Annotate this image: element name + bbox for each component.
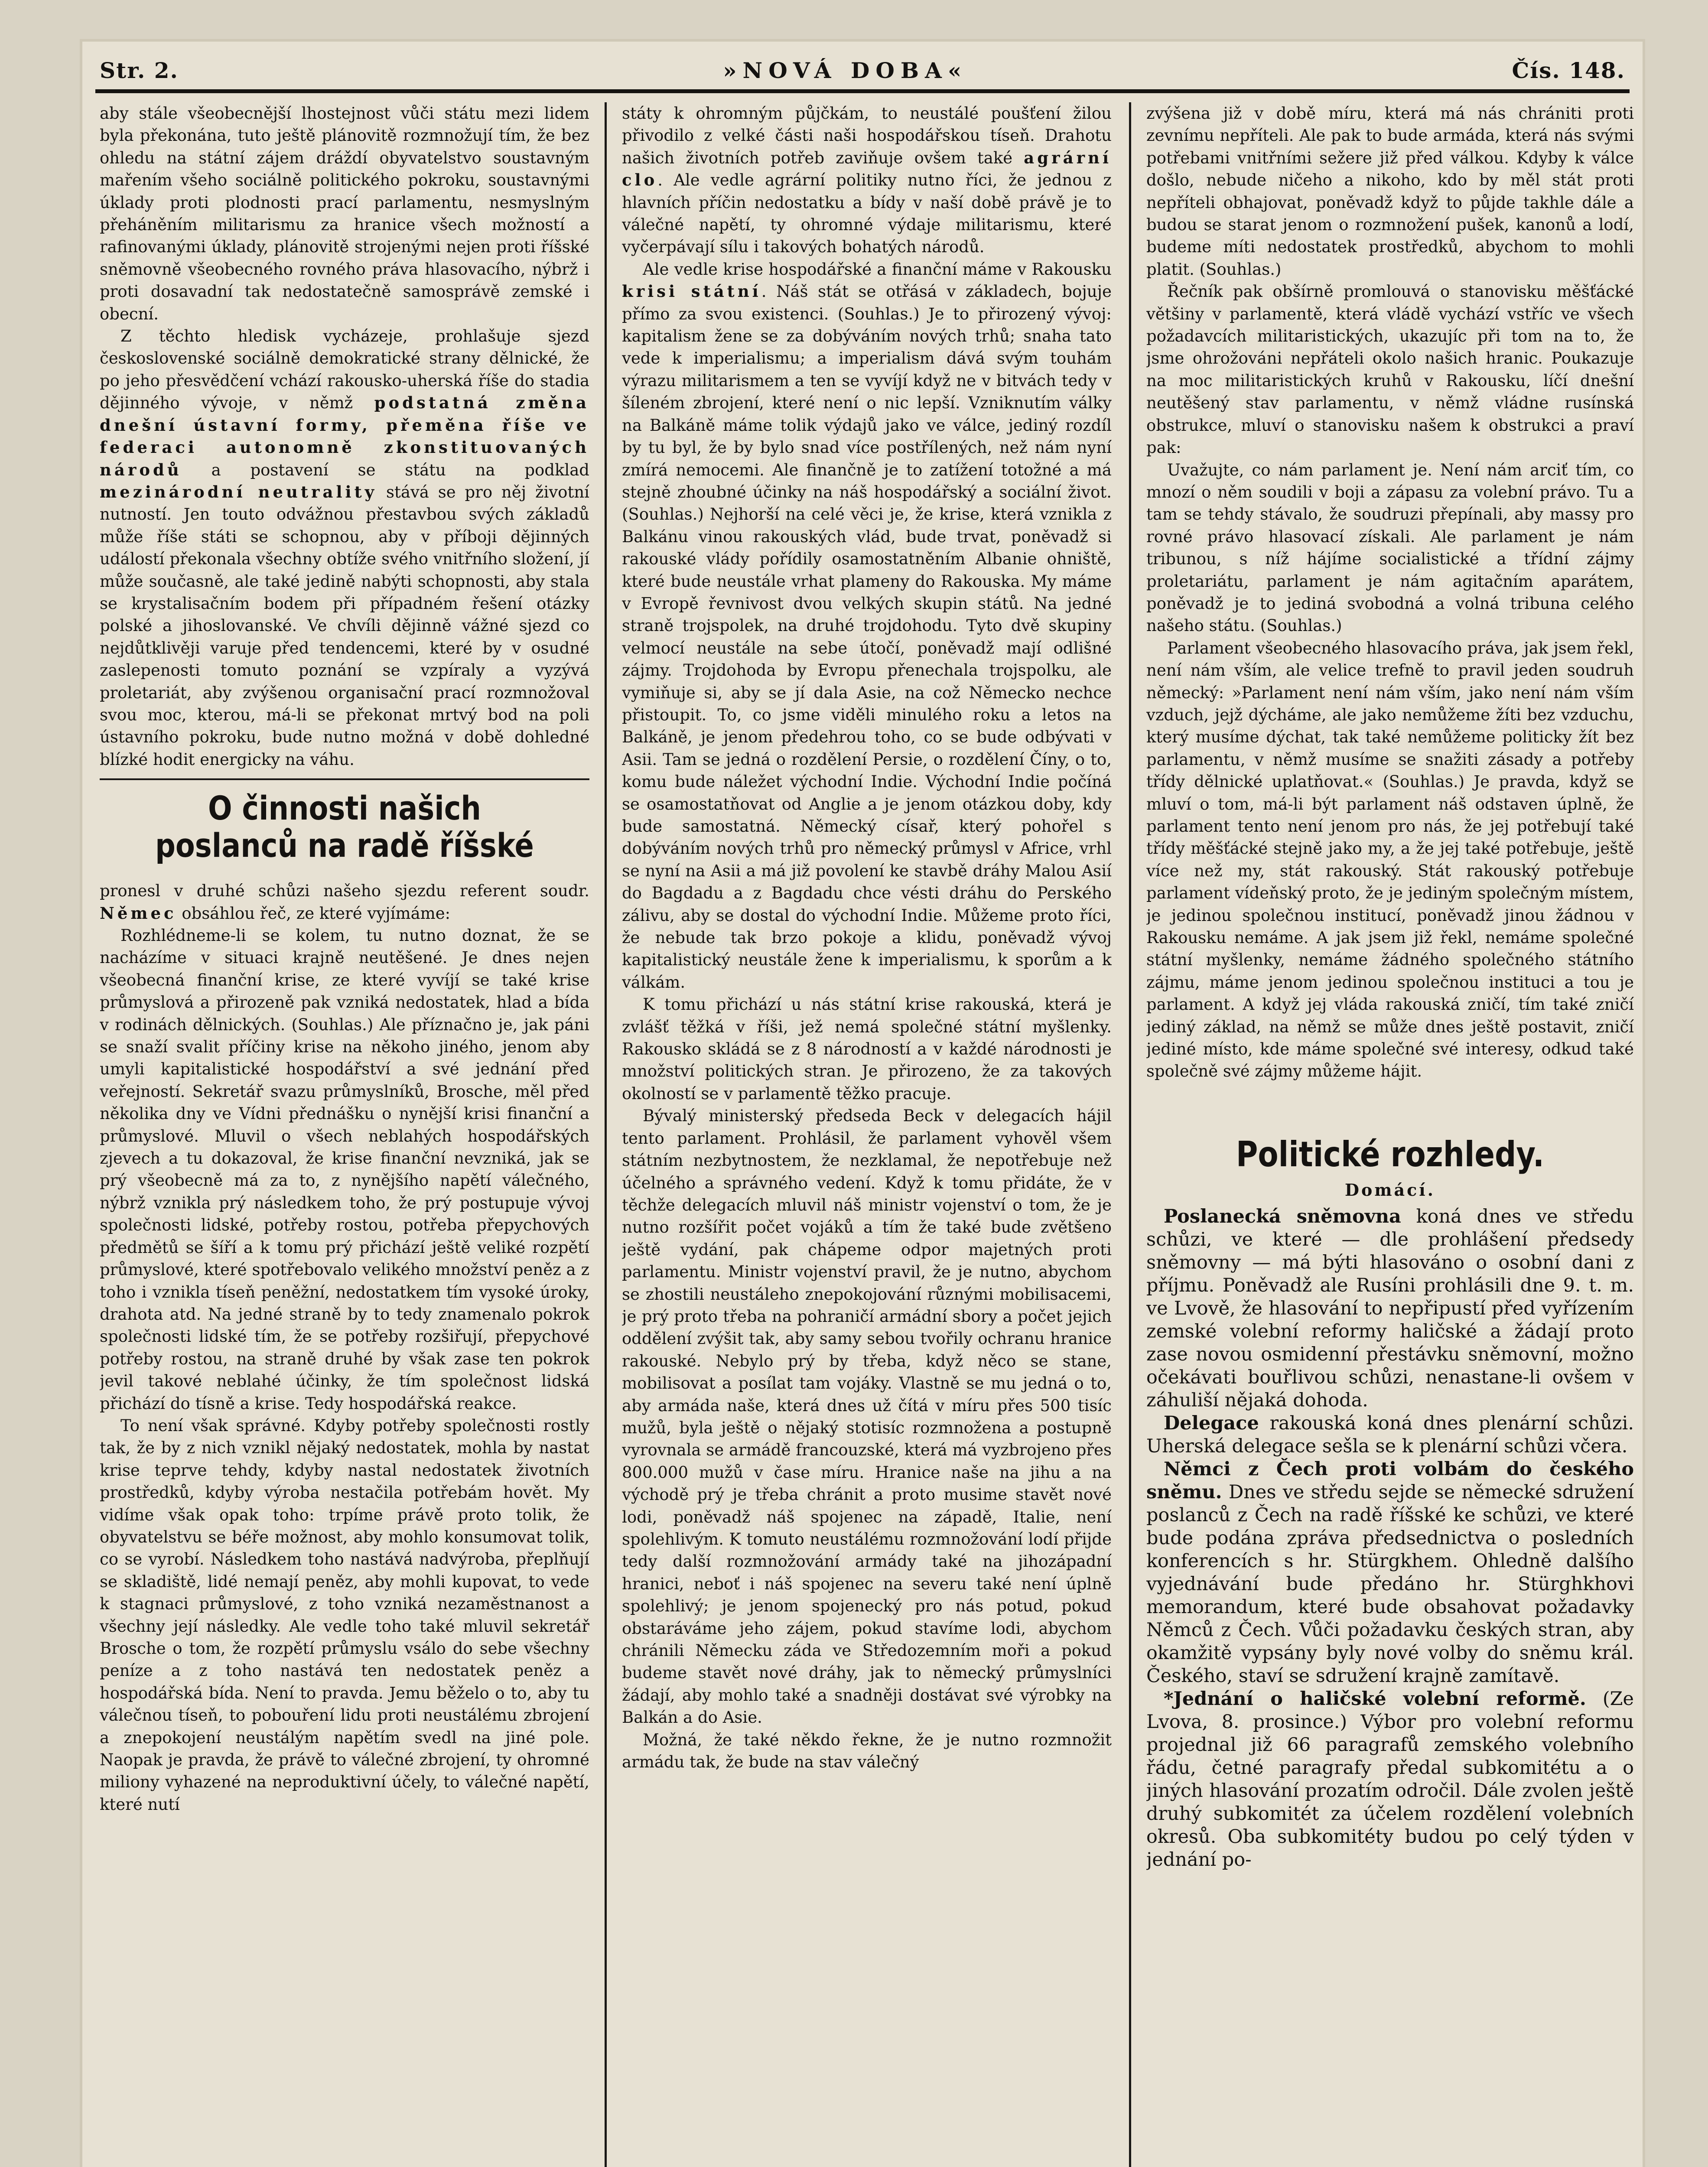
- section-rule: [100, 778, 589, 780]
- col1-paragraph-1: aby stále všeobecnější lhostejnost vůči státu mezi lidem byla překonána, tuto ještě plánovitě rozmnožují tím, že bez ohledu na státní zájem dráždí obyvatelstvo soustavným mařením všeho sociálně politického pokroku, soustavnými úklady proti plodnosti prací parlamentu, nesmyslným přeháněním militarismu za hranice všech možností a rafinovanými úklady, plánovitě strojenými nejen proti říšské sněmovně všeobecného rovného práva hlasovacího, nýbrž i proti dosavadní tak nedostatečně samosprávě zemské i obecní.: [100, 104, 589, 323]
- col2-paragraph-3: K tomu přichází u nás státní krise rakouská, která je zvlášť těžká v říši, jež nemá společné státní myšlenky. Rakousko skládá se z 8 národností a v každé národnosti je množství politických stran. Je přirozeno, že za takových okolností se v parlamentě těžko pracuje.: [622, 995, 1112, 1103]
- section-subhead: Domácí.: [1345, 1180, 1435, 1200]
- col2-paragraph-4: Bývalý ministerský předseda Beck v delegacích hájil tento parlament. Prohlásil, že parlament vyhověl všem státním nezbytnostem, že nezklamal, že nepotřebuje než účelného a správného vedení. Když k tomu přidáte, že v těchže delegacích mluvil náš ministr vojenství o tom, že je nutno rozšířit počet vojáků a tím že také bude zvětšeno ještě vydání, pak chápeme odpor majetných proti parlamentu. Ministr vojenství pravil, že je nutno, abychom se zhostili neustáleho znepokojování různými mobilisacemi, je prý proto třeba na pohraničí armádní sbory a počet jejich oddělení zvýšit tak, aby samy sebou tvořily ochranu hranice rakouské. Nebylo prý by třeba, když něco se stane, mobilisovat a posílat tam vojáky. Vlastně se mu jedná o to, aby armáda naše, která dnes už čítá v míru přes 500 tisíc mužů, byla ještě o nějaký stotisíc rozmnožena a postupně vyrovnala se armádě francouzské, která má vyzbrojeno přes 800.000 mužů v čase míru. Hranice naše na jihu a na východě prý je třeba chránit a proto musime stavět nové lodi, poněvadž náš spojenec na západě, Italie, není spolehlivým. K tomuto neustálému rozmnožování lodí přijde tedy další rozmnožování armády také na jihozápadní hranici, neboť i náš spojenec na severu také není úplně spolehlivý; je jenom spojenecký pro nás potud, pokud obstaráváme jeho zájem, pokud stavíme lodi, abychom chránili Německu záda ve Středozemním moři a pokud budeme stavět nové dráhy, jak to německý průmyslníci žádají, aby mohlo také a snadněji dostávat své výrobky na Balkán a do Asie.: [622, 1106, 1112, 1727]
- column-3: [1146, 102, 1634, 2167]
- news-item-4-title: *Jednání o haličské volební reformě.: [1164, 1688, 1586, 1710]
- col3-paragraph-1: zvýšena již v době míru, která má nás chrániti proti zevnímu nepříteli. Ale pak to bude armáda, která nás svými potřebami vnitřními sežere již před válkou. Kdyby k válce došlo, nebude ničeho a nikoho, kdo by měl stát proti nepříteli obhajovat, poněvadž když to půjde takhle dále a budou se starat jenom o rozmnožení pušek, kanonů a lodí, budeme míti nedostatek prostředků, abychom to mohli platit. (Souhlas.): [1146, 104, 1634, 279]
- section-headline: Politické rozhledy.: [1236, 1134, 1545, 1175]
- newspaper-title: »NOVÁ DOBA«: [723, 58, 968, 83]
- col1-paragraph-2: [100, 325, 589, 771]
- news-item-2: [1146, 1412, 1634, 1458]
- col3-paragraph-4: Parlament všeobecného hlasovacího práva, jak jsem řekl, není nám vším, ale velice trefně to pravil jeden soudruh německý: »Parlament není nám vším, jako není nám vším vzduch, jejž dýcháme, ale jako nemůžeme žíti bez vzduchu, který musíme dýchat, tak také nemůžeme politicky žít bez parlamentu, v němž musíme se snažiti zásady a potřeby třídy dělnické uplatňovat.« (Souhlas.) Je pravda, když se mluví o tom, má-li být parlament náš odstaven úplně, že parlament tento není jenom pro nás, že jej potřebují také třídy měšťácké stejně jako my, a že jej také potřebuje, ještě více než my, stát rakouský. Stát rakouský potřebuje parlament vídeňský proto, že je jediným společným místem, je jedinou společnou institucí, poněvadž jinou žádnou v Rakousku nemáme. A jak jsem již řekl, nemáme společné státní myšlenky, nemáme žádného společného státního zájmu, máme jenom jedinou společnou instituci a tou je parlament. A když jej vláda rakouská zničí, tím také zničí jediný základ, na němž se může dnes ještě postavit, zničí jediné místo, kde máme společné své interesy, odkud také společně své zájmy můžeme hájit.: [1146, 638, 1634, 1081]
- col2-p2-emphasis: krisi státní: [622, 282, 761, 301]
- col2-p1-text-b: . Ale vedle agrární politiky nutno říci, že jednou z hlavních příčin nedostatku a bídy v naší době právě je to válečné napětí, ty ohromné výdaje militarismu, které vyčerpávají sílu i takových bohatých národů.: [622, 171, 1112, 257]
- column-divider-2: [1129, 102, 1131, 2167]
- col1-p2-text-b: a postavení se státu na podklad: [211, 460, 589, 479]
- news-item-3-text: Dnes ve středu sejde se německé sdružení poslanců z Čech na radě říšské ke schůzi, ve které bude podána zpráva předsednictva o posledních konferencích s hr. Stürgkhem. Ohledně dalšího vyjednávání bude předáno hr. Stürghkhovi memorandum, které bude obsahovat požadavky Němců z Čech. Vůči požadavku českých stran, aby okamžitě vypsány byly nové volby do sněmu král. Českého, staví se sdružení krajně zamítavě.: [1146, 1481, 1634, 1687]
- masthead: [100, 42, 1625, 83]
- news-item-1: [1146, 1205, 1634, 1412]
- news-item-4: [1146, 1688, 1634, 1871]
- col1-paragraph-3: Rozhlédneme-li se kolem, tu nutno doznat, že se nacházíme v situaci krajně neutěšené. Je dnes nejen všeobecná finanční krise, ze které vyvíjí se také krise průmyslová a přirozeně pak vzniká nedostatek, hlad a bída v rodinách dělnických. (Souhlas.) Ale příznačno je, jak páni se snaží svalit příčiny krise na někoho jiného, jenom aby umyli kapitalistické hospodářství a své jednání před veřejností. Sekretář svazu průmyslníků, Brosche, měl před několika dny ve Vídni přednášku o nynější krisi finanční a průmyslové. Mluvil o všech neblahých hospodářských zjevech a tu dokazoval, že krise finanční nevzniká, jak se prý všeobecně má za to, z nynějšího napětí válečného, nýbrž vznikla prý následkem toho, že prý postupuje vývoj společnosti lidské, potřeby rostou, potřeba přepychových předmětů se šíří a k tomu prý přichází ještě veliké rozpětí průmyslové, které spotřebovalo velikého množství peněz a z toho i vznikla tíseň peněžní, nedostatkem tím vysoké úroky, drahota atd. Na jedné straně by to tedy znamenalo pokrok společnosti lidské tím, že se potřeby rozšiřují, přepychové potřeby rostou, na straně druhé by však zase ten pokrok jevil takové neblahé účinky, že tím společnost lidská přichází do tísně a krise. Tedy hospodářská reakce.: [100, 926, 589, 1413]
- intro-speaker: Němec: [100, 903, 177, 923]
- news-item-4-text: (Ze Lvova, 8. prosince.) Výbor pro volební reformu projednal již 66 paragrafů zemského volebního řádu, četné paragrafy předal subkomitétu a o jiných hlasování prozatím odročil. Dále zvolen ještě druhý subkomitét za účelem rozdělení volebních okresů. Oba subkomitéty budou po celý týden v jednání po-: [1146, 1688, 1634, 1871]
- article-intro: [100, 880, 589, 924]
- col1-paragraph-4: To není však správné. Kdyby potřeby společnosti rostly tak, že by z nich vznikl nějaký nedostatek, mohla by nastat krise teprve tehdy, kdyby nastal nedostatek životních prostředků, kdyby výroba nestačila potřebám hovět. My vidíme však opak toho: trpíme právě proto tolik, že obyvatelstvu se béře možnost, aby mohlo konsumovat tolik, co se vyrobí. Následkem toho nastává nadvýroba, přeplňují se skladiště, lidé nemají peněz, aby mohli kupovat, to vede k stagnaci průmyslové, z toho vzniká nezaměstnanost a všechny její následky. Ale vedle toho také mluvil sekretář Brosche o tom, že rozpětí průmyslu vsálo do sebe všechny peníze a z toho nastává ten nedostatek peněz a hospodářská bída. Není to pravda. Jemu běželo o to, aby tu válečnou tíseň, to pobouření lidu proti neustálému zbrojení a znepokojení neustálým napětím svedl na jiné pole. Naopak je pravda, že právě to válečné zbrojení, ty ohromné miliony vyhazené na neproduktivní účely, to válečné napětí, které nutí: [100, 1416, 589, 1814]
- col1-p2-text-c: stává se pro něj životní nutností. Jen touto odvážnou přestavbou svých základů může říše státi se schopnou, aby v příboji dějinných událostí překonala všechny obtíže svého vnitřního složení, jí může současně, ale také jedině nabýti schopnosti, aby stala se krystalisačním bodem při případném řešení otázky polské a jihoslovanské. Ve chvíli dějinně vážné sjezd co nejdůtklivěji varuje před tendencemi, které by v osudné zaslepenosti tomuto poznání se vzpíraly a vyzývá proletariát, aby zvýšenou organisační prací rozmnožoval svou moc, kterou, má-li se překonat mrtvý bod na poli ústavního pokroku, bude nutno možná v době dohledné blízké hodit energicky na váhu.: [100, 482, 589, 769]
- news-item-3: [1146, 1458, 1634, 1688]
- col1-p2-emphasis-2: mezinárodní neutrality: [100, 482, 377, 501]
- news-item-3-title: Němci z Čech proti volbám do českého sněmu.: [1146, 1458, 1634, 1503]
- col2-p1-emphasis: agrární clo: [622, 148, 1112, 190]
- column-divider-1: [605, 102, 607, 2167]
- news-items: [1146, 1205, 1634, 1871]
- intro-text-a: pronesl v druhé schůzi našeho sjezdu referent soudr.: [100, 882, 589, 901]
- column-2: [622, 102, 1112, 2167]
- header-rule: [95, 89, 1630, 93]
- col3-paragraph-2: Řečník pak obšírně promlouvá o stanovisku měšťácké většiny v parlamentě, která vládě vychází vstříc ve všech požadavcích militaristických, ukazujíc při tom na to, že jsme ohrožováni nepřáteli okolo našich hranic. Poukazuje na moc militaristických kruhů v Rakousku, líčí dnešní neutěšený stav parlamentu, v němž vládne rusínská obstrukce, mluví o stanovisku našem k obstrukci a praví pak:: [1146, 282, 1634, 457]
- col1-p2-text-a: Z těchto hledisk vycházeje, prohlašuje sjezd československé sociálně demokratické strany dělnické, že po jeho přesvědčení vchází rakousko-uherská říše do stadia dějinného vývoje, v němž: [100, 327, 589, 413]
- article-headline: O činnosti našich poslanců na radě říšské: [155, 789, 534, 865]
- col2-paragraph-5: Možná, že také někdo řekne, že je nutno rozmnožit armádu tak, že bude na stav válečný: [622, 1730, 1112, 1772]
- news-item-2-text: rakouská koná dnes plenární schůzi. Uherská delegace sešla se k plenární schůzi včera.: [1146, 1412, 1634, 1458]
- issue-number: Čís. 148.: [1512, 58, 1625, 83]
- column-1: [100, 102, 589, 2167]
- news-item-1-title: Poslanecká sněmovna: [1164, 1206, 1401, 1228]
- col2-p1-text-a: státy k ohromným půjčkám, to neustálé poušťení žilou přivodilo z velké části naši hospodářskou tíseň. Drahotu našich životních potřeb zaviňuje ovšem také: [622, 104, 1112, 167]
- news-item-1-text: koná dnes ve středu schůzi, ve které — dle prohlášení předsedy sněmovny — má býti hlasováno o osobní dani z příjmu. Poněvadž ale Rusíni prohlásili dne 9. t. m. ve Lvově, že hlasování to nepřipustí před vyřízením zemské volební reformy haličské a žádají proto zase novou osmidenní přestávku sněmovní, možno očekávati bouřlivou schůzi, nenastane-li ovšem v záhuliší nějaká dohoda.: [1146, 1206, 1634, 1412]
- col2-paragraph-1: [622, 102, 1112, 258]
- intro-text-b: obsáhlou řeč, ze které vyjímáme:: [182, 904, 451, 923]
- col2-p2-text-a: Ale vedle krise hospodářské a finanční máme v Rakousku: [643, 260, 1112, 279]
- newspaper-page: [82, 42, 1643, 2167]
- col2-p2-text-b: . Náš stát se otřásá v základech, bojuje přímo za svou existenci. (Souhlas.) Je to přirozený vývoj: kapitalism žene se za dobýváním nových trhů; snaha tato vede k imperialismu; a imperialism dává svým touhám výrazu militarismem a ten se vyvíjí když ne v bitvách tedy v šíleném zbrojení, které není o nic lepší. Vzniknutím války na Balkáně máme tolik výdajů jako ve válce, jediný rozdíl by tu byl, že by bylo snad více postřílených, než nám nyní zmírá nemocemi. Ale finančně je to zatížení totožné a má stejně zhoubné účinky na náš hospodářský a sociální život. (Souhlas.) Nejhorší na celé věci je, že krise, která vznikla z Balkánu vinou rakouských vlád, bude trvat, poněvadž si rakouské vlády pořídily osamostatněním Albanie ohniště, které bude neustále vrhat plameny do Rakouska. My máme v Evropě řevnivost dvou velkých skupin států. Na jedné straně trojspolek, na druhé trojdohodu. Tyto dvě skupiny velmocí neustále na sebe útočí, poněvadž mají odlišné zájmy. Trojdohoda by Evropu přenechala trojspolku, ale vymiňuje si, aby se jí dala Asie, na což Německo nechce přistoupit. To, co jsme viděli minulého roku a letos na Balkáně, je jenom předehrou toho, co se bude odbývati v Asii. Tam se jedná o rozdělení Persie, o rozdělení Číny, o to, komu bude náležet východní Indie. Východní Indie počíná se osamostatňovat od Anglie a je jenom otázkou doby, kdy bude samostatná. Německý císař, který pohořel s dobýváním nových trhů pro německý průmysl v Africe, vrhl se nyní na Asii a má již povolení ke stavbě dráhy Malou Asií do Bagdadu a z Bagdadu chce vésti dráhu do Perského zálivu, aby se dostal do východní Indie. Můžeme proto říci, že nebude tak brzo pokoje a klidu, poněvadž vývoj kapitalistický neustále žene k imperialismu, k sporům a k válkám.: [622, 282, 1112, 992]
- news-item-2-title: Delegace: [1164, 1412, 1259, 1435]
- col1-p2-emphasis-1: podstatná změna dnešní ústavní formy, přeměna říše ve federaci autonomně zkonstituovaných národů: [100, 393, 589, 479]
- col3-paragraph-3: Uvažujte, co nám parlament je. Není nám arciť tím, co mnozí o něm soudili v boji a zápasu za volební právo. Tu a tam se tehdy stávalo, že soudruzi přepínali, aby massy pro rovné právo hlasovací získali. Ale parlament je nám tribunou, s níž hájíme socialistické a třídní zájmy proletariátu, parlament je nám agitačním aparátem, poněvadž je to jediná svobodná a volná tribuna celého našeho státu. (Souhlas.): [1146, 460, 1634, 635]
- col2-paragraph-2: [622, 258, 1112, 993]
- page-number: Str. 2.: [100, 58, 179, 83]
